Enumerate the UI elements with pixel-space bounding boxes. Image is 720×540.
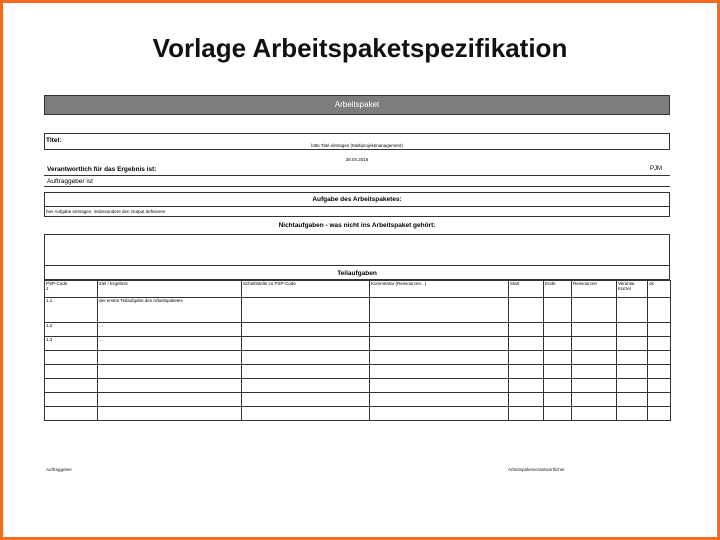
- client-row[interactable]: Auftraggeber ist: [44, 176, 670, 187]
- row-goal[interactable]: [98, 407, 242, 421]
- row-goal[interactable]: der ersten Teilaufgabe des Arbeitspaketes: [98, 298, 242, 323]
- row-code[interactable]: [45, 407, 98, 421]
- non-tasks-box[interactable]: [44, 234, 670, 266]
- col-ok: ok: [648, 281, 671, 298]
- responsible-row[interactable]: [44, 165, 670, 176]
- table-row[interactable]: [45, 298, 671, 323]
- col-resources: Ressourcen: [572, 281, 617, 298]
- col-comment: Kommentar (Ressourcen...): [370, 281, 509, 298]
- row-goal[interactable]: [98, 379, 242, 393]
- title-label: Titel:: [46, 137, 62, 144]
- title-hint: bitte Titel eintragen (Multiprojektmanagement): [311, 143, 403, 148]
- table-row[interactable]: [45, 379, 671, 393]
- signature-owner: Arbeitspaketverantwortlicher: [508, 467, 565, 472]
- signature-client: Auftraggeber: [46, 467, 73, 472]
- table-row[interactable]: [45, 337, 671, 351]
- row-code[interactable]: [45, 365, 98, 379]
- subtasks-header-row: [45, 281, 671, 298]
- date-text: 28.04.2016: [345, 157, 369, 162]
- page-title: Vorlage Arbeitspaketspezifikation: [152, 33, 568, 63]
- subtasks-heading: Teilaufgaben: [44, 266, 670, 280]
- row-code[interactable]: 1.2: [45, 323, 98, 337]
- responsible-label: Verantwortlich für das Ergebnis ist:: [47, 166, 157, 173]
- table-row[interactable]: [45, 393, 671, 407]
- col-start: Start: [509, 281, 544, 298]
- row-code[interactable]: [45, 393, 98, 407]
- row-goal[interactable]: ...: [98, 337, 242, 351]
- spec-sheet: [44, 95, 670, 421]
- col-goal: Ziel / Ergebnis: [98, 281, 242, 298]
- title-field[interactable]: [44, 133, 670, 150]
- table-row[interactable]: [45, 407, 671, 421]
- col-interface: Schnittstelle zu PSP-Code: [242, 281, 370, 298]
- row-code[interactable]: [45, 379, 98, 393]
- row-goal[interactable]: ...: [98, 323, 242, 337]
- task-heading: Aufgabe des Arbeitspaketes:: [45, 193, 669, 207]
- col-psp-code: PSP-Code 1: [45, 281, 98, 298]
- col-end: Ende: [544, 281, 572, 298]
- responsible-value: PJM: [650, 166, 662, 172]
- table-row[interactable]: [45, 323, 671, 337]
- row-code[interactable]: [45, 351, 98, 365]
- header-bar: Arbeitspaket: [44, 95, 670, 115]
- row-code[interactable]: 1.3: [45, 337, 98, 351]
- non-tasks-heading: Nichtaufgaben - was nicht ins Arbeitspaket gehört:: [278, 222, 436, 229]
- table-row[interactable]: [45, 365, 671, 379]
- table-row[interactable]: [45, 351, 671, 365]
- task-hint: hier Aufgabe eintragen, insbesondere den Output definieren: [46, 209, 166, 214]
- row-goal[interactable]: [98, 393, 242, 407]
- subtasks-table: [44, 280, 671, 421]
- col-owner: Verantw. Kürzel: [617, 281, 648, 298]
- row-goal[interactable]: [98, 351, 242, 365]
- row-code[interactable]: 1.1: [45, 298, 98, 323]
- row-goal[interactable]: [98, 365, 242, 379]
- task-box[interactable]: [44, 192, 670, 217]
